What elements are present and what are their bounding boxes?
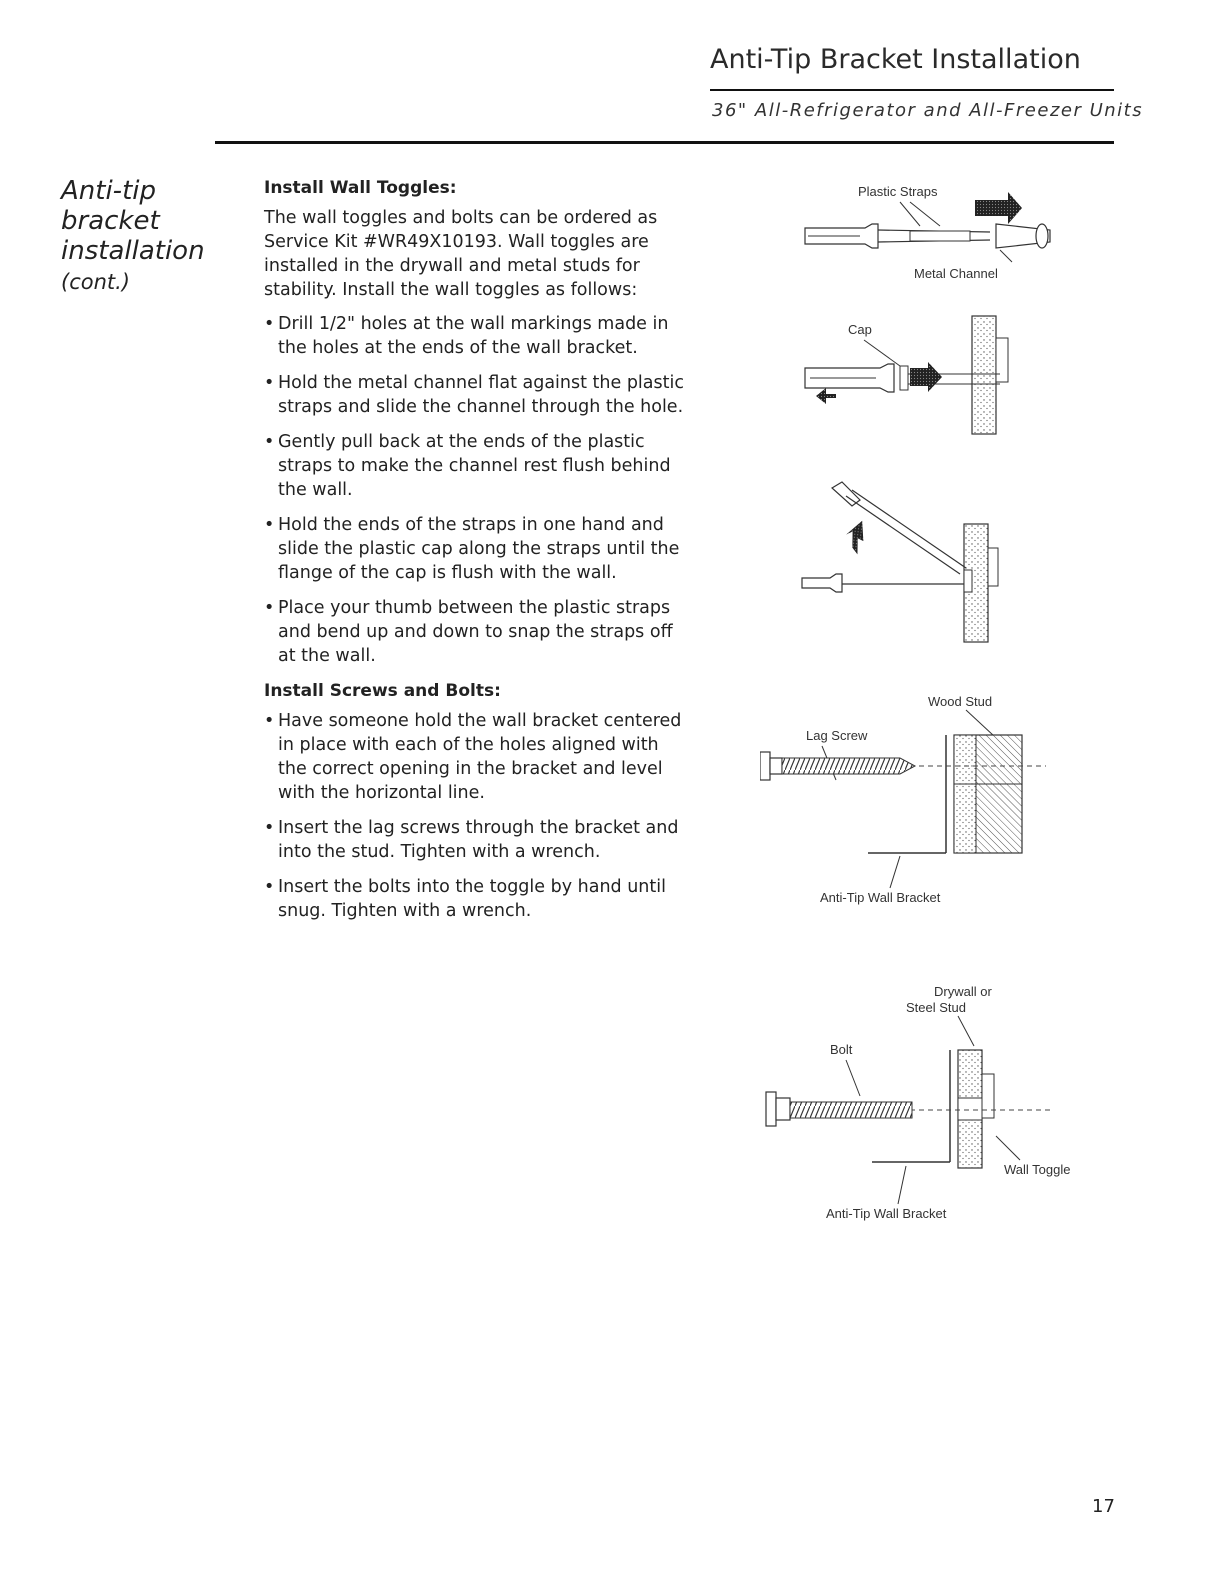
- label-anti-tip-bracket-1: Anti-Tip Wall Bracket: [820, 890, 941, 905]
- figure-bolt-toggle: [766, 984, 1070, 1221]
- label-plastic-straps: Plastic Straps: [858, 184, 938, 199]
- list-item: • Drill 1/2" holes at the wall markings made in the holes at the ends of the wall bracket.: [264, 312, 684, 360]
- list-item: • Place your thumb between the plastic straps and bend up and down to snap the straps off at the wall.: [264, 596, 684, 668]
- list-item: • Have someone hold the wall bracket centered in place with each of the holes aligned with the correct opening in the bracket and level with the horizontal line.: [264, 709, 684, 805]
- screws-steps: [264, 709, 684, 923]
- label-anti-tip-bracket-2: Anti-Tip Wall Bracket: [826, 1206, 947, 1221]
- section-heading-screws: Install Screws and Bolts:: [264, 681, 501, 701]
- instructions: [264, 176, 684, 934]
- figure-toggle-insert: [805, 184, 1050, 281]
- label-drywall-1: Drywall or: [934, 984, 992, 999]
- sidebar-cont: (cont.): [61, 270, 130, 294]
- label-lag-screw: Lag Screw: [806, 728, 868, 743]
- header-rule: [710, 89, 1114, 91]
- figure-snap-straps: [802, 482, 998, 642]
- figure-lag-screw: [760, 694, 1046, 905]
- list-item: • Gently pull back at the ends of the plastic straps to make the channel rest flush behind the wall.: [264, 430, 684, 502]
- list-item: • Insert the bolts into the toggle by hand until snug. Tighten with a wrench.: [264, 875, 684, 923]
- page-number: 17: [1092, 1496, 1115, 1517]
- section-rule: [215, 141, 1114, 144]
- label-cap: Cap: [848, 322, 872, 337]
- list-item: • Hold the ends of the straps in one hand and slide the plastic cap along the straps until the flange of the cap is flush with the wall.: [264, 513, 684, 585]
- label-bolt: Bolt: [830, 1042, 853, 1057]
- label-metal-channel: Metal Channel: [914, 266, 998, 281]
- sidebar-title: Anti-tip bracket installation: [61, 176, 205, 266]
- installation-figures: [760, 170, 1090, 1240]
- section-heading-toggles: Install Wall Toggles:: [264, 178, 457, 198]
- toggles-steps: [264, 312, 684, 668]
- label-drywall-2: Steel Stud: [906, 1000, 966, 1015]
- label-wood-stud: Wood Stud: [928, 694, 993, 709]
- figure-cap-slide: [805, 316, 1008, 434]
- label-wall-toggle: Wall Toggle: [1004, 1162, 1071, 1177]
- toggles-intro: The wall toggles and bolts can be ordered as Service Kit #WR49X10193. Wall toggles are installed in the drywall and metal studs for stability. Install the wall toggles as follows:: [264, 208, 658, 300]
- page-header-subtitle: 36" All-Refrigerator and All-Freezer Units: [712, 100, 1144, 121]
- list-item: • Hold the metal channel flat against the plastic straps and slide the channel through the hole.: [264, 371, 684, 419]
- list-item: • Insert the lag screws through the bracket and into the stud. Tighten with a wrench.: [264, 816, 684, 864]
- page-header-title: Anti-Tip Bracket Installation: [710, 44, 1081, 75]
